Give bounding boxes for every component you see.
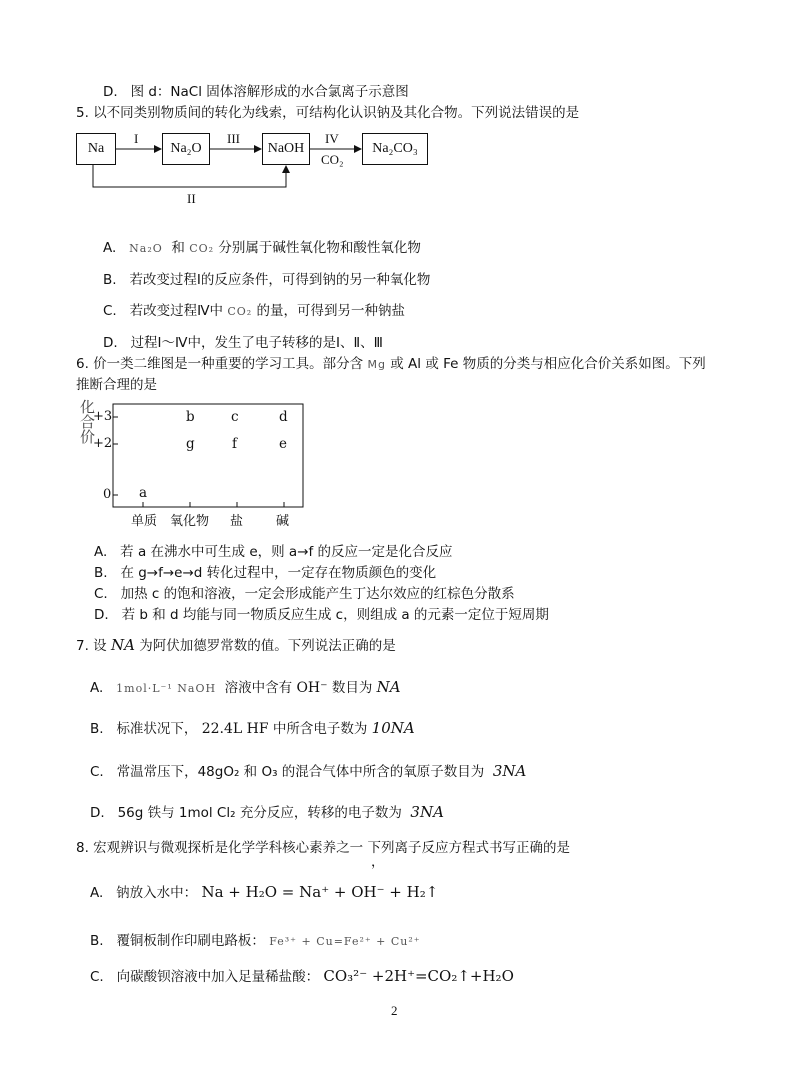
xtick-salt: 盐: [230, 514, 244, 529]
xtick-element: 单质: [131, 514, 158, 529]
flow-box-naoh: NaOH: [262, 133, 310, 165]
xtick-base: 碱: [276, 514, 290, 529]
q5-option-c: C. 若改变过程Ⅳ中 CO₂ 的量，可得到另一种钠盐: [103, 303, 406, 319]
point-g: g: [186, 436, 195, 452]
q8-option-b: B. 覆铜板制作印刷电路板： Fe³⁺ + Cu=Fe²⁺ + Cu²⁺: [90, 933, 421, 949]
q6-option-c: C. 加热 c 的饱和溶液，一定会形成能产生丁达尔效应的红棕色分散系: [94, 586, 515, 602]
q7-option-c: C. 常温常压下，48gO₂ 和 O₃ 的混合气体中所含的氧原子数目为 3NA: [90, 762, 527, 780]
flow-label-co2: CO₂: [321, 152, 344, 167]
flow-label-2: II: [187, 191, 196, 206]
q7-stem: 7. 设 NA 为阿伏加德罗常数的值。下列说法正确的是: [76, 636, 396, 654]
point-f: f: [232, 436, 237, 452]
flow-box-na: Na: [76, 133, 116, 165]
q5-stem: 5. 以不同类别物质间的转化为线索，可结构化认识钠及其化合物。下列说法错误的是: [76, 105, 580, 121]
q6-option-a: A. 若 a 在沸水中可生成 e，则 a→f 的反应一定是化合反应: [94, 544, 453, 560]
q5-option-b: B. 若改变过程Ⅰ的反应条件，可得到钠的另一种氧化物: [103, 272, 431, 288]
q6-stem-line2: 推断合理的是: [76, 377, 157, 393]
q8-stem: 8. 宏观辨识与微观探析是化学学科核心素养之一 下列离子反应方程式书写正确的是: [76, 840, 570, 856]
q7-option-d: D. 56g 铁与 1mol Cl₂ 充分反应，转移的电子数为 3NA: [90, 803, 444, 821]
point-e: e: [279, 436, 287, 452]
flow-label-4: IV: [325, 131, 339, 146]
point-c: c: [231, 409, 239, 425]
flow-box-na2co3: Na₂CO₃: [362, 133, 428, 165]
q6-stem-line1: 6. 价一类二维图是一种重要的学习工具。部分含 Mg 或 Al 或 Fe 物质的分类与相应化合价关系如图。下列: [76, 356, 706, 372]
xtick-oxide: 氧化物: [170, 514, 210, 529]
page-number: 2: [391, 1003, 398, 1018]
point-d: d: [279, 409, 288, 425]
q6-option-b: B. 在 g→f→e→d 转化过程中，一定存在物质颜色的变化: [94, 565, 437, 581]
q5-option-d: D. 过程Ⅰ～Ⅳ中，发生了电子转移的是Ⅰ、Ⅱ、Ⅲ: [103, 335, 383, 351]
point-b: b: [186, 409, 195, 425]
q8-option-a: A. 钠放入水中： Na + H₂O = Na⁺ + OH⁻ + H₂↑: [90, 883, 439, 901]
chart-ylabel: 化合价: [80, 398, 96, 446]
ytick-plus2: +2: [93, 436, 113, 451]
q7-option-a: A. 1mol·L⁻¹ NaOH 溶液中含有 OH⁻ 数目为 NA: [90, 678, 401, 696]
point-a: a: [139, 485, 148, 501]
ytick-plus3: +3: [93, 409, 113, 424]
q6-option-d: D. 若 b 和 d 均能与同一物质反应生成 c，则组成 a 的元素一定位于短周期: [94, 607, 549, 623]
flow-box-na2o: Na₂O: [162, 133, 210, 165]
flow-label-3: III: [227, 131, 240, 146]
flow-label-1: I: [134, 131, 139, 146]
q4-option-d: D. 图 d：NaCl 固体溶解形成的水合氯离子示意图: [103, 84, 409, 100]
q5-option-a: A. Na₂O 和 CO₂ 分别属于碱性氧化物和酸性氧化物: [103, 240, 421, 256]
q8-stem-comma: ，: [371, 854, 385, 870]
q7-option-b: B. 标准状况下， 22.4L HF 中所含电子数为 10NA: [90, 719, 415, 737]
q8-option-c: C. 向碳酸钡溶液中加入足量稀盐酸： CO₃²⁻ +2H⁺=CO₂↑+H₂O: [90, 967, 514, 985]
ytick-zero: 0: [103, 487, 112, 502]
